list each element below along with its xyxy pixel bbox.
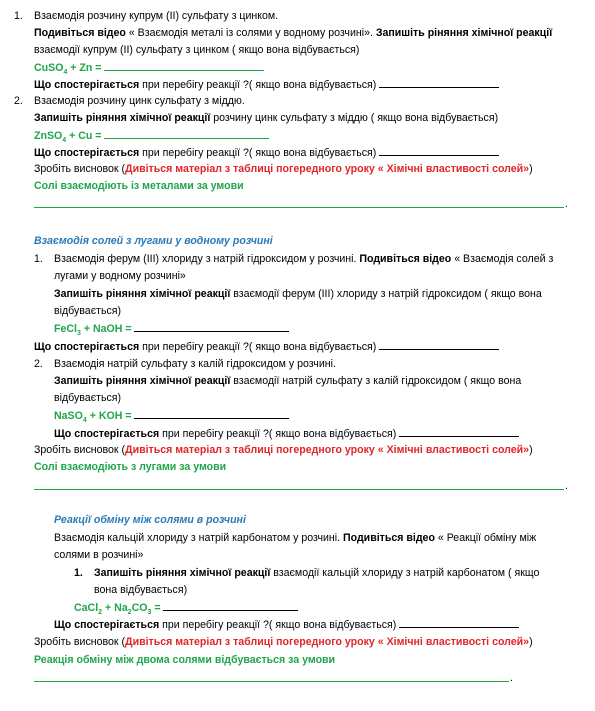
item-2-write-line: Запишіть ріняння хімічної реакції розчину цинк сульфату з міддю ( якщо вона відбувається) <box>34 112 499 124</box>
conclusion-2-prompt: Солі взаємодіють з лугами за умови <box>34 461 227 473</box>
observe-label: Що спостерігається <box>54 619 160 631</box>
video-title-cont: солями в розчині» <box>54 549 144 561</box>
item-title: Взаємодія розчину купрум (ІІ) сульфату з цинком. <box>34 10 279 22</box>
answer-blank[interactable] <box>379 340 499 350</box>
equation-fecl3-naoh: FeCl$_3$ + NaOH = <box>54 322 289 336</box>
write-equation-label: Запишіть ріняння хімічної реакції <box>34 112 211 124</box>
item-3-title: 1. Взаємодія ферум (ІІІ) хлориду з натрій гідроксидом у розчині. Подивіться відео « Взаємодія солей з <box>34 253 554 265</box>
item-number: 1. <box>14 10 23 22</box>
answer-line[interactable] <box>34 489 564 490</box>
item-1-write-line <box>34 44 359 57</box>
answer-blank[interactable] <box>163 601 298 611</box>
video-title: « Взаємодія металі із солями у водному розчині». <box>125 27 373 39</box>
observe-label: Що спостерігається <box>54 428 160 440</box>
watch-video-label[interactable]: Подивіться відео <box>359 253 452 265</box>
watch-video-label[interactable]: Подивіться відео <box>343 532 435 544</box>
observation-line-5: Що спостерігається при перебігу реакції ?( якщо вона відбувається) <box>54 618 519 632</box>
write-equation-label: Запишіть ріняння хімічної реакції <box>94 567 271 579</box>
item-number: 2. <box>34 358 43 370</box>
equation-naso4-koh: NaSO$_4$ + KOH = <box>54 409 289 423</box>
item-1-watch-line <box>34 27 552 40</box>
item-number: 1. <box>74 567 83 579</box>
watch-video-label[interactable]: Подивіться відео <box>34 27 126 39</box>
write-equation-label: Запишіть ріняння хімічної реакції <box>372 27 553 39</box>
observe-label: Що спостерігається <box>34 341 140 353</box>
conclusion-1-prompt: Солі взаємодіють із металами за умови <box>34 180 244 192</box>
instruction-cont: відбувається) <box>54 392 122 404</box>
equation-cuso4-zn: CuSO$_4$ + Zn = <box>34 61 264 75</box>
observe-label: Що спостерігається <box>34 79 140 91</box>
item-title: Взаємодія розчину цинк сульфату з міддю. <box>34 95 245 107</box>
item-2-title <box>14 95 245 108</box>
write-equation-label: Запишіть ріняння хімічної реакції <box>54 288 231 300</box>
observe-label: Що спостерігається <box>34 147 140 159</box>
item-1-title <box>14 10 279 23</box>
period: . <box>565 198 568 210</box>
item-5-intro: Взаємодія кальцій хлориду з натрій карбонатом у розчині. Подивіться відео « Реакції обміну між <box>54 532 537 544</box>
item-4-write-line: Запишіть ріняння хімічної реакції взаємодії натрій сульфату з калій гідроксидом ( якщо вона <box>54 375 522 387</box>
instruction-cont: відбувається) <box>54 305 122 317</box>
conclusion-3-prompt: Реакція обміну між двома солями відбувається за умови <box>34 654 336 666</box>
item-3-write-line: Запишіть ріняння хімічної реакції взаємодії ферум (ІІІ) хлориду з натрій гідроксидом ( якщо вона <box>54 288 542 300</box>
reference-note: Дивіться матеріал з таблиці погередного уроку « Хімічні властивості солей» <box>125 163 530 175</box>
answer-line[interactable] <box>34 681 509 682</box>
observation-line-1: Що спостерігається при перебігу реакції ?( якщо вона відбувається) <box>34 78 499 92</box>
section-heading-salts-alkalis: Взаємодія солей з лугами у водному розчині <box>34 235 273 247</box>
period: . <box>510 672 513 684</box>
answer-blank[interactable] <box>134 322 289 332</box>
write-equation-label: Запишіть ріняння хімічної реакції <box>54 375 231 387</box>
reference-note: Дивіться матеріал з таблиці погередного уроку « Хімічні властивості солей» <box>125 636 530 648</box>
item-4-title: 2. Взаємодія натрій сульфату з калій гідроксидом у розчині. <box>34 358 336 370</box>
period: . <box>565 480 568 492</box>
answer-blank[interactable] <box>399 618 519 628</box>
section-heading-exchange: Реакції обміну між солями в розчині <box>54 514 246 526</box>
item-number: 1. <box>34 253 43 265</box>
conclusion-3: Зробіть висновок (Дивіться матеріал з таблиці погередного уроку « Хімічні властивості солей») <box>34 636 533 648</box>
item-number: 2. <box>14 95 23 107</box>
reference-note: Дивіться матеріал з таблиці погередного уроку « Хімічні властивості солей» <box>125 444 530 456</box>
video-title-cont: лугами у водному розчині» <box>54 270 186 282</box>
answer-blank[interactable] <box>379 146 499 156</box>
answer-blank[interactable] <box>104 61 264 71</box>
answer-blank[interactable] <box>134 409 289 419</box>
instruction-cont: вона відбувається) <box>94 584 188 596</box>
observation-line-3: Що спостерігається при перебігу реакції ?( якщо вона відбувається) <box>34 340 499 354</box>
answer-blank[interactable] <box>379 78 499 88</box>
conclusion-2: Зробіть висновок (Дивіться матеріал з таблиці погередного уроку « Хімічні властивості солей») <box>34 444 533 456</box>
instruction-text: взаємодії купрум (ІІ) сульфату з цинком ( якщо вона відбувається) <box>34 44 360 56</box>
answer-blank[interactable] <box>399 427 519 437</box>
conclusion-1: Зробіть висновок (Дивіться матеріал з таблиці погередного уроку « Хімічні властивості солей») <box>34 163 533 175</box>
item-5-write-line: 1. Запишіть ріняння хімічної реакції взаємодії кальцій хлориду з натрій карбонатом ( якщо <box>74 567 540 579</box>
equation-cacl2-na2co3: CaCl$_2$ + $Na_2CO_3$ = <box>74 601 298 615</box>
answer-line[interactable] <box>34 207 564 208</box>
answer-blank[interactable] <box>104 129 269 139</box>
equation-znso4-cu: ZnSO$_4$ + Cu = <box>34 129 269 143</box>
observation-line-2: Що спостерігається при перебігу реакції ?( якщо вона відбувається) <box>34 146 499 160</box>
observation-line-4: Що спостерігається при перебігу реакції ?( якщо вона відбувається) <box>54 427 519 441</box>
